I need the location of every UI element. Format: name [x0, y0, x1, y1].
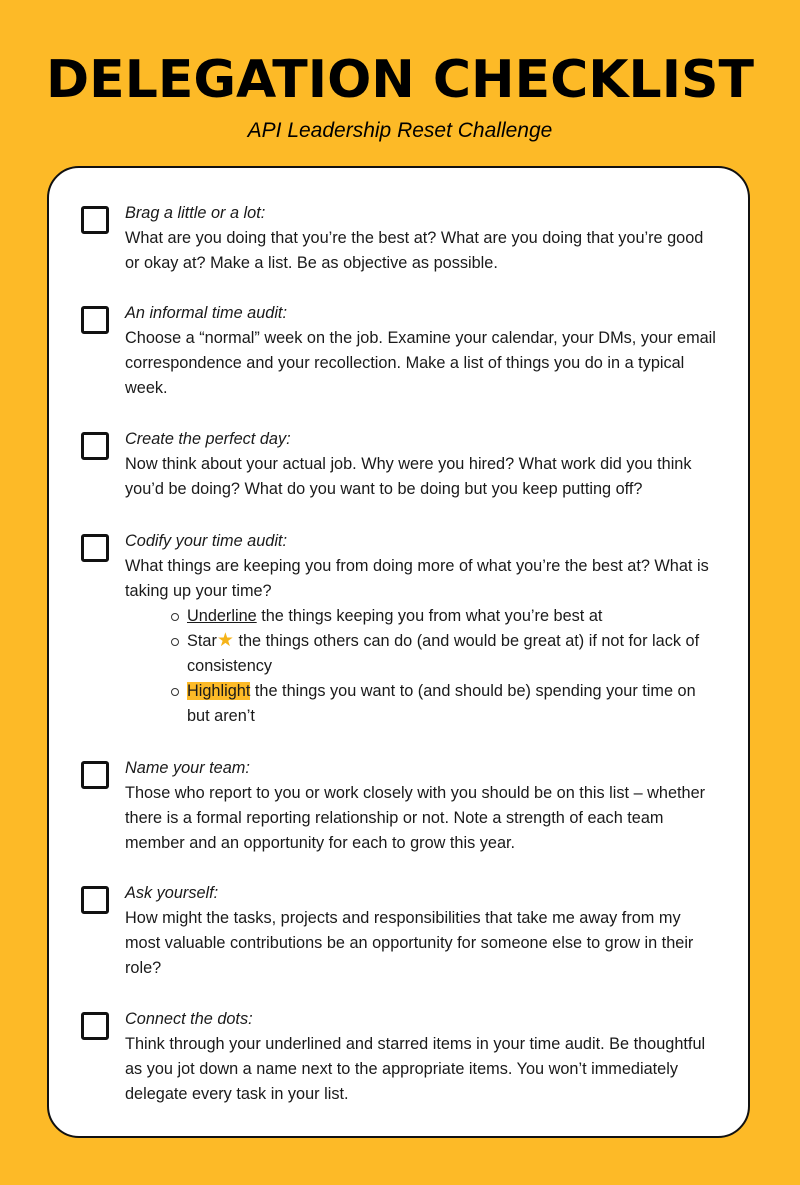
item-text: How might the tasks, projects and responsibilities that take me away from my most valuable contributions be an opportunity for someone else to grow in their role? [125, 909, 694, 977]
sub-item-text: the things others can do (and would be great at) if not for lack of consistency [187, 632, 700, 675]
sub-list [125, 604, 720, 729]
underline-label: Underline [187, 607, 257, 625]
item-text: Choose a “normal” week on the job. Examine your calendar, your DMs, your email correspondence and your recollection. Make a list of things you do in a typical week. [125, 329, 716, 397]
checkbox-icon[interactable] [81, 886, 109, 914]
star-label: Star [187, 632, 217, 650]
item-text: Now think about your actual job. Why were you hired? What work did you think you’d be doing? What do you want to be doing but you keep putting off? [125, 455, 692, 498]
sub-list-item [187, 629, 720, 679]
item-title: Connect the dots: [125, 1010, 253, 1028]
sub-list-item [187, 604, 720, 629]
checkbox-icon[interactable] [81, 534, 109, 562]
item-title: Create the perfect day: [125, 430, 291, 448]
checkbox-icon[interactable] [81, 432, 109, 460]
item-title: Brag a little or a lot: [125, 204, 266, 222]
star-icon: ★ [216, 630, 234, 651]
item-title: Codify your time audit: [125, 532, 287, 550]
item-title: Ask yourself: [125, 884, 219, 902]
item-text: What are you doing that you’re the best at? What are you doing that you’re good or okay at? Make a list. Be as objective as possible. [125, 229, 704, 272]
item-text: Think through your underlined and starred items in your time audit. Be thoughtful as you jot down a name next to the appropriate items. You won’t immediately delegate every task in your list. [125, 1035, 706, 1103]
item-title: Name your team: [125, 759, 250, 777]
checklist-card [47, 166, 750, 1138]
item-title: An informal time audit: [125, 304, 287, 322]
item-text: Those who report to you or work closely with you should be on this list – whether there is a formal reporting relationship or not. Note a strength of each team member and an opportunity for each to grow this year. [125, 784, 706, 852]
checkbox-icon[interactable] [81, 761, 109, 789]
sub-list-item [187, 679, 720, 729]
page-subtitle: API Leadership Reset Challenge [247, 119, 553, 142]
page-title: DELEGATION CHECKLIST [46, 50, 754, 110]
item-text: What things are keeping you from doing more of what you’re the best at? What is taking up your time? [125, 557, 709, 600]
sub-item-text: the things keeping you from what you’re best at [256, 607, 603, 625]
checkbox-icon[interactable] [81, 1012, 109, 1040]
checkbox-icon[interactable] [81, 306, 109, 334]
highlight-label: Highlight [187, 682, 251, 700]
checkbox-icon[interactable] [81, 206, 109, 234]
sub-item-text: the things you want to (and should be) spending your time on but aren’t [187, 682, 696, 725]
